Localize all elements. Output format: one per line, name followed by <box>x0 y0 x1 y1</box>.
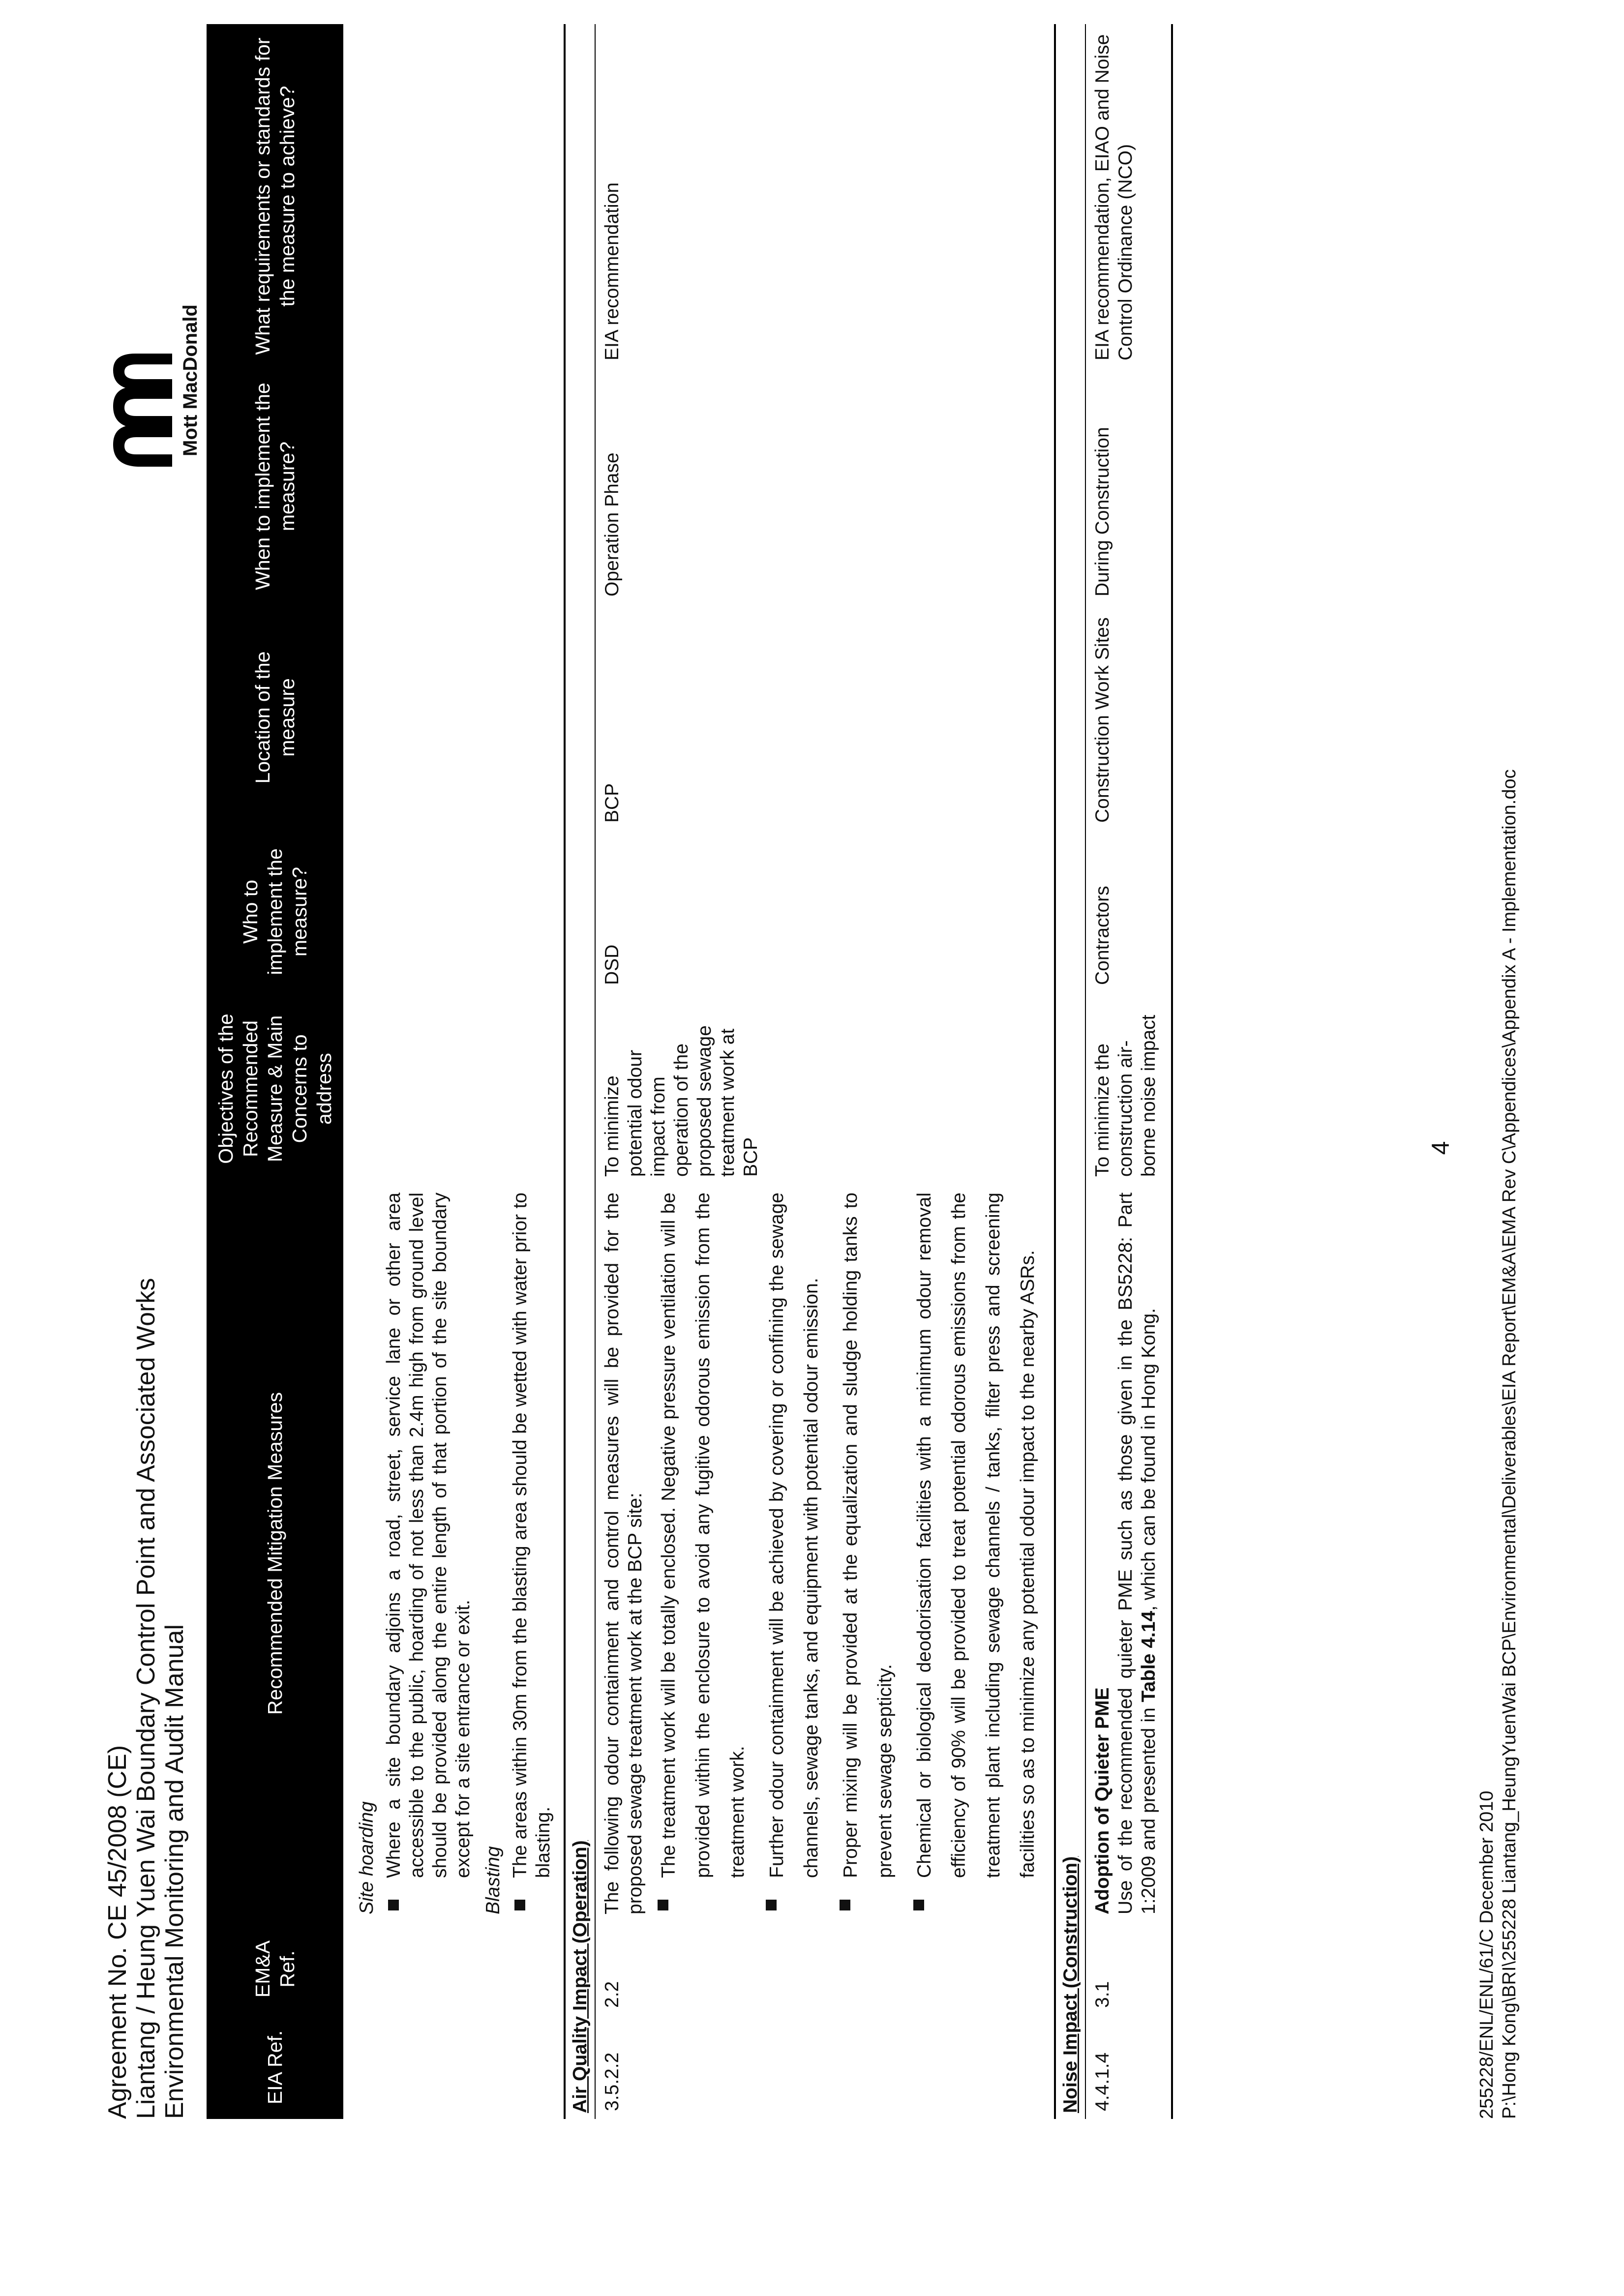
carry-over-measures <box>343 1185 565 1922</box>
location-cell: BCP <box>601 783 623 823</box>
list-item: The treatment work will be totally enclosed. Negative pressure ventilation will be provided within the enclosure to avoid any fugitive odorous emission from the treatment work. <box>652 1193 755 1914</box>
who-cell: Contractors <box>1085 831 1172 993</box>
requirements-cell: EIA recommendation <box>601 182 623 360</box>
measure-title: Adoption of Quieter PME <box>1092 1687 1113 1914</box>
when-cell: Operation Phase <box>601 452 623 596</box>
bullet-icon <box>658 1900 668 1910</box>
section-noise-impact: Noise Impact (Construction) <box>1060 1856 1081 2113</box>
col-ema-ref: EM&A Ref. <box>207 1922 343 2016</box>
measures-intro: The following odour containment and control measures will be provided for the proposed sewage treatment work at the BCP site: <box>601 1193 646 1914</box>
col-measures: Recommended Mitigation Measures <box>207 1185 343 1922</box>
section-header-row <box>1055 24 1085 2119</box>
bullet-icon <box>766 1900 777 1910</box>
bullet-icon <box>913 1900 924 1910</box>
document-header <box>103 1278 189 2119</box>
bullet-icon <box>388 1900 399 1910</box>
measures-cell <box>1085 1185 1172 1922</box>
col-eia-ref: EIA Ref. <box>207 2016 343 2119</box>
location-cell: Construction Work Sites <box>1085 604 1172 831</box>
implementation-schedule-table <box>207 24 1173 2119</box>
list-item: Where a site boundary adjoins a road, street, service lane or other area accessible to the public, hoarding of not less than 2.4m high from ground level should be provided along the entire length of that portion of the site boundary except for a site entrance or exit. <box>382 1193 475 1914</box>
eia-ref-cell: 3.5.2.2 <box>601 2052 623 2111</box>
site-hoarding-heading: Site hoarding <box>356 1801 377 1914</box>
bullet-icon <box>514 1900 525 1910</box>
list-item: Chemical or biological deodorisation facilities with a minimum odour removal efficiency of 90% will be provided to treat potential odorous emissions from the treatment plant including sewage channels / tanks, filter press and screening facilities so as to minimize any potential odour impact to the nearby ASRs. <box>907 1193 1045 1914</box>
ema-ref-cell: 3.1 <box>1085 1922 1172 2016</box>
table-row <box>595 24 1055 2119</box>
mott-macdonald-logo-icon <box>106 349 175 472</box>
list-item: Proper mixing will be provided at the equalization and sludge holding tanks to prevent sewage septicity. <box>834 1193 902 1914</box>
manual-title: Environmental Monitoring and Audit Manual <box>160 1624 189 2119</box>
ema-ref-cell: 2.2 <box>601 1981 623 2008</box>
document-reference: 255228/ENL/ENL/61/C December 2010 <box>1476 1790 1497 2119</box>
table-row <box>343 24 565 2119</box>
logo-text: Mott MacDonald <box>180 304 201 456</box>
col-requirements: What requirements or standards for the measure to achieve? <box>207 24 343 368</box>
eia-ref-cell: 4.4.1.4 <box>1085 2016 1172 2119</box>
bullet-icon <box>840 1900 850 1910</box>
who-cell: DSD <box>601 944 623 985</box>
section-header-row <box>565 24 595 2119</box>
table-reference: Table 4.14 <box>1138 1610 1159 1702</box>
measure-text: Use of the recommended quieter PME such as those given in the BS5228: Part 1:2009 and presented in Table 4.14, which can be found in Hong Kong. <box>1115 1193 1159 1914</box>
objectives-cell: To minimize the construction air-borne noise impact <box>1085 993 1172 1185</box>
agreement-number: Agreement No. CE 45/2008 (CE) <box>103 1745 132 2119</box>
col-when: When to implement the measure? <box>207 368 343 604</box>
page-number: 4 <box>1427 1141 1454 1155</box>
table-row <box>1085 24 1172 2119</box>
objectives-cell: To minimize potential odour impact from operation of the proposed sewage treatment work at BCP <box>601 1025 761 1177</box>
requirements-cell: EIA recommendation, EIAO and Noise Control Ordinance (NCO) <box>1085 24 1172 368</box>
table-header-row <box>207 24 343 2119</box>
file-path: P:\Hong Kong\BRI\255228 Liantang_HeungYuenWai BCP\Environmental\Deliverables\EIA Report\EM&A\EMA Rev C\Appendices\Appendix A - Implementation.doc <box>1499 769 1520 2119</box>
col-location: Location of the measure <box>207 604 343 831</box>
col-objectives: Objectives of the Recommended Measure & Main Concerns to address <box>207 993 343 1185</box>
mott-macdonald-logo <box>106 304 214 516</box>
project-title: Liantang / Heung Yuen Wai Boundary Control Point and Associated Works <box>132 1278 160 2119</box>
document-footer <box>1475 769 1521 2119</box>
list-item: Further odour containment will be achieved by covering or confining the sewage channels, sewage tanks, and equipment with potential odour emission. <box>760 1193 829 1914</box>
list-item: The areas within 30m from the blasting area should be wetted with water prior to blasting. <box>509 1193 555 1914</box>
measures-cell <box>595 1185 1055 1922</box>
blasting-heading: Blasting <box>482 1846 504 1914</box>
col-who: Who to implement the measure? <box>207 831 343 993</box>
when-cell: During Construction <box>1085 368 1172 604</box>
section-air-quality: Air Quality Impact (Operation) <box>570 1840 591 2113</box>
